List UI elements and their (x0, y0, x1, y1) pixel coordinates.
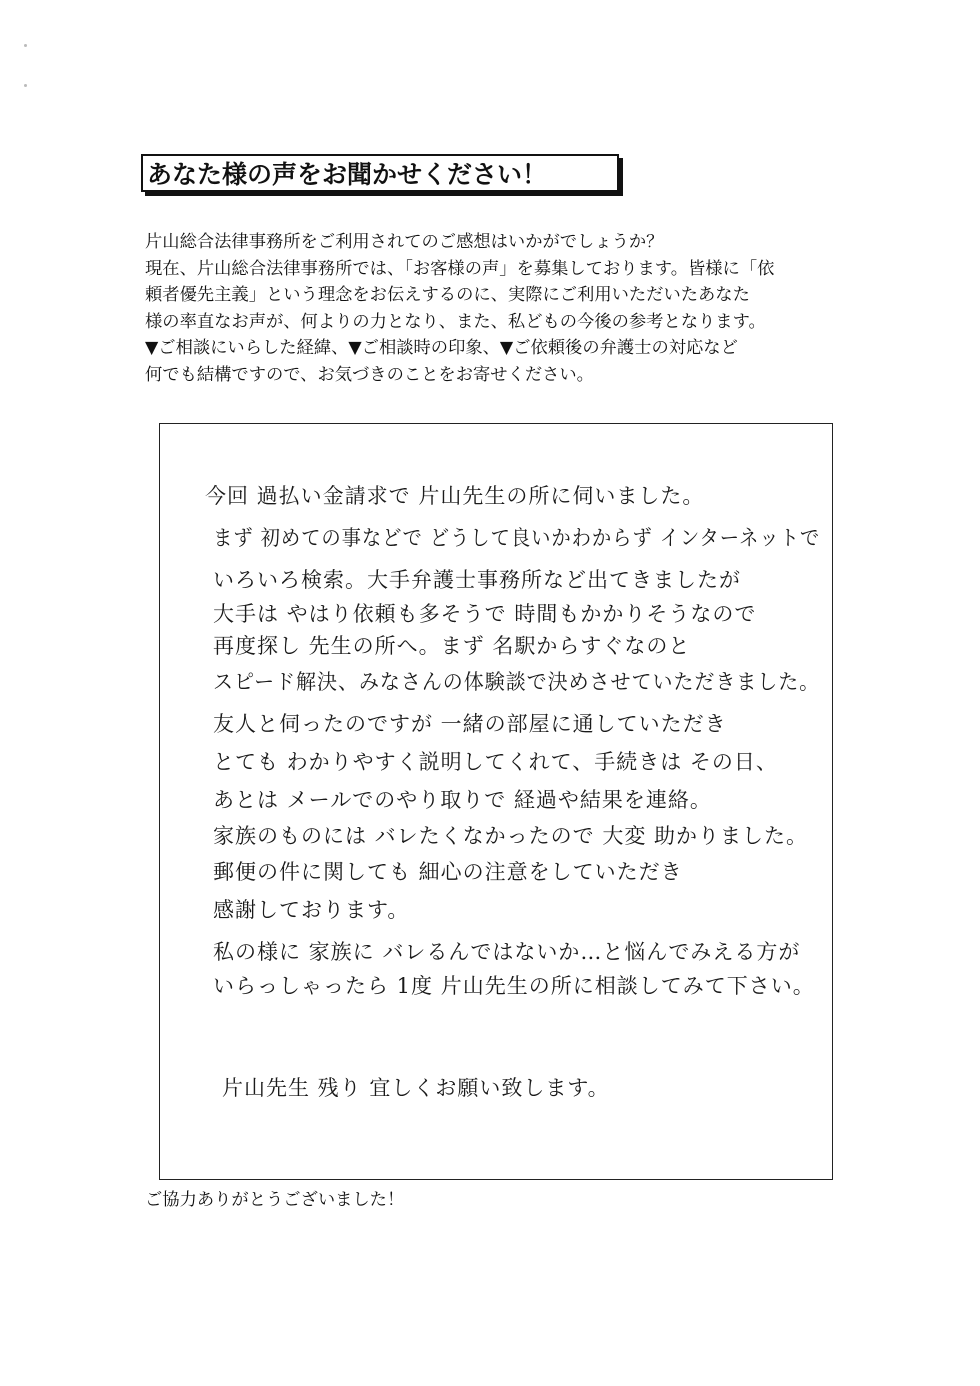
handwritten-line: いろいろ検索。大手弁護士事務所など出てきましたが (213, 568, 741, 592)
scan-speck (24, 84, 27, 87)
intro-line: 片山総合法律事務所をご利用されてのご感想はいかがでしょうか？ (145, 232, 664, 252)
handwritten-line: いらっしゃったら 1度 片山先生の所に相談してみて下さい。 (213, 974, 815, 998)
intro-line: 頼者優先主義」という理念をお伝えするのに、実際にご利用いただいたあなた (145, 285, 750, 305)
scan-speck (24, 44, 27, 47)
handwritten-line: 今回 過払い金請求で 片山先生の所に伺いました。 (205, 484, 705, 508)
handwritten-line: 片山先生 残り 宜しくお願い致します。 (222, 1076, 610, 1100)
intro-line: 現在、片山総合法律事務所では、「お客様の声」を募集しております。皆様に「依 (145, 258, 775, 279)
intro-line: ▼ご相談にいらした経緯、▼ご相談時の印象、▼ご依頼後の弁護士の対応など (145, 338, 738, 358)
handwritten-line: 私の様に 家族に バレるんではないか…と悩んでみえる方が (213, 940, 801, 964)
intro-line: 何でも結構ですので、お気づきのことをお寄せください。 (145, 364, 594, 385)
page-title: あなた様の声をお聞かせください！ (147, 160, 548, 189)
handwritten-line: あとは メールでのやり取りで 経過や結果を連絡。 (213, 788, 712, 812)
handwritten-line: 再度探し 先生の所へ。まず 名駅からすぐなのと (213, 634, 691, 658)
handwritten-line: スピード解決、みなさんの体験談で決めさせていただきました。 (213, 670, 821, 694)
handwritten-line: 郵便の件に関しても 細心の注意をしていただき (213, 860, 683, 884)
handwritten-line: とても わかりやすく説明してくれて、手続きは その日、 (213, 750, 778, 774)
handwritten-line: 友人と伺ったのですが 一緒の部屋に通していただき (213, 712, 727, 736)
closing-thanks: ご協力ありがとうございました！ (145, 1190, 405, 1210)
handwritten-line: 家族のものには バレたくなかったので 大変 助かりました。 (213, 824, 809, 848)
intro-paragraph (145, 229, 845, 388)
handwritten-line: まず 初めての事などで どうして良いかわからず インターネットで (213, 526, 821, 550)
handwritten-line: 感謝しております。 (213, 898, 410, 922)
title-box (141, 154, 619, 192)
handwritten-line: 大手は やはり依頼も多そうで 時間もかかりそうなので (213, 602, 757, 626)
intro-line: 様の率直なお声が、何よりの力となり、また、私どもの今後の参考となります。 (145, 311, 766, 332)
